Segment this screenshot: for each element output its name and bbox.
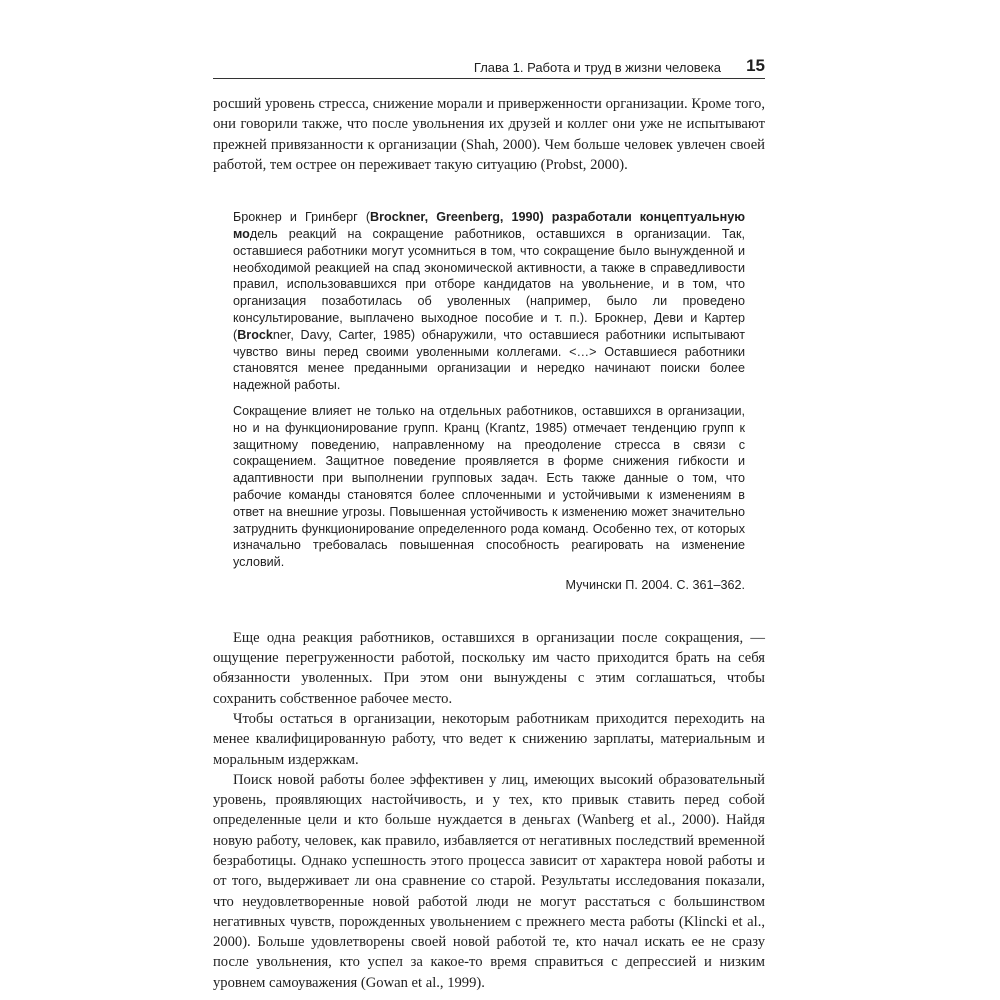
- running-header: [213, 56, 765, 79]
- quote-paragraph-2: Сокращение влияет не только на отдельных работников, оставшихся в организации, но и на функционирование групп. Кранц (Krantz, 1985) отмечает тенденцию групп к защитному поведению, направленному на преодоление стресса в связи с сокращением. Защитное поведение проявляется в форме снижения гибкости и адаптивности при выполнении групповых задач. Есть также данные о том, что рабочие команды становятся более сплоченными и устойчивыми к изменениям в ответ на внешние угрозы. Повышенная устойчивость к изменению может значительно затруднить функционирование определенного рода команд. Особенно тех, от которых изначально требовалась повышенная способность реагировать на изменение условий.: [233, 403, 745, 570]
- body-paragraph-1: Еще одна реакция работников, оставшихся в организации после сокращения, — ощущение перегруженности работой, поскольку им часто приходится брать на себя обязанности уволенных. При этом они вынуждены с этим соглашаться, чтобы сохранить собственное рабочее место.: [213, 629, 765, 707]
- intro-paragraph: росший уровень стресса, снижение морали и приверженности организации. Кроме того, они говорили также, что после увольнения их друзей и коллег они уже не испытывают прежней привязанности к организации (Shah, 2000). Чем больше человек увлечен своей работой, тем острее он переживает такую ситуацию (Probst, 2000).: [213, 96, 765, 173]
- chapter-title: Глава 1. Работа и труд в жизни человека: [473, 60, 721, 75]
- body-paragraph-3: Поиск новой работы более эффективен у лиц, имеющих высокий образовательный уровень, проявляющих настойчивость, и у тех, кто привык ставить перед собой определенные цели и кто больше нуждается в деньгах (Wanberg et al., 2000). Найдя новую работу, человек, как правило, избавляется от негативных последствий временной безработицы. Однако успешность этого процесса зависит от характера новой работы и от того, выдерживает ли она сравнение со старой. Результаты исследования показали, что неудовлетворенные новой работой люди не могут расстаться с большинством негативных чувств, порожденных увольнением с прежнего места работы (Klincki et al., 2000). Больше удовлетворены своей новой работой те, кто начал искать ее не сразу после увольнения, кто успел за какое-то время справиться с депрессией и низким уровнем самоуважения (Gowan et al., 1999).: [213, 771, 765, 991]
- quote-p1-text-1: дель реакций на сокращение работников, оставшихся в организации. Так, оставшиеся работники могут усомниться в том, что сокращение было вынужденной и необходимой реакцией на спад экономической активности, а также в справедливости правил, использовавшихся при отборе кандидатов на увольнение, и в том, что организация позаботилась об уволенных (например, было ли проведено консультирование, выплачено выходное пособие и т. п.). Брокнер, Деви и Картер (: [233, 226, 745, 342]
- quote-p1-bold-2: Brock: [237, 327, 273, 342]
- quote-paragraph-1: [233, 209, 745, 394]
- quote-source: Мучински П. 2004. С. 361–362.: [565, 577, 745, 592]
- quote-p1-text-2: ner, Davy, Carter, 1985) обнаружили, что оставшиеся работники испытывают чувство вины перед своими уволенными коллегами. <…> Оставшиеся работники становятся менее преданными организации и нередко начинают поиски более надежной работы.: [233, 327, 745, 393]
- page-number: 15: [746, 56, 765, 75]
- book-page: [213, 56, 765, 993]
- block-quote: [233, 209, 745, 594]
- quote-p1-lead: Брокнер и Гринберг (: [233, 210, 371, 225]
- body-paragraph-2: Чтобы остаться в организации, некоторым работникам приходится переходить на менее квалифицированную работу, что ведет к снижению зарплаты, материальным и моральным издержкам.: [213, 710, 765, 768]
- quote-p1-bold-1: Brockner, Greenberg, 1990) разработали концептуальную мо: [233, 210, 745, 241]
